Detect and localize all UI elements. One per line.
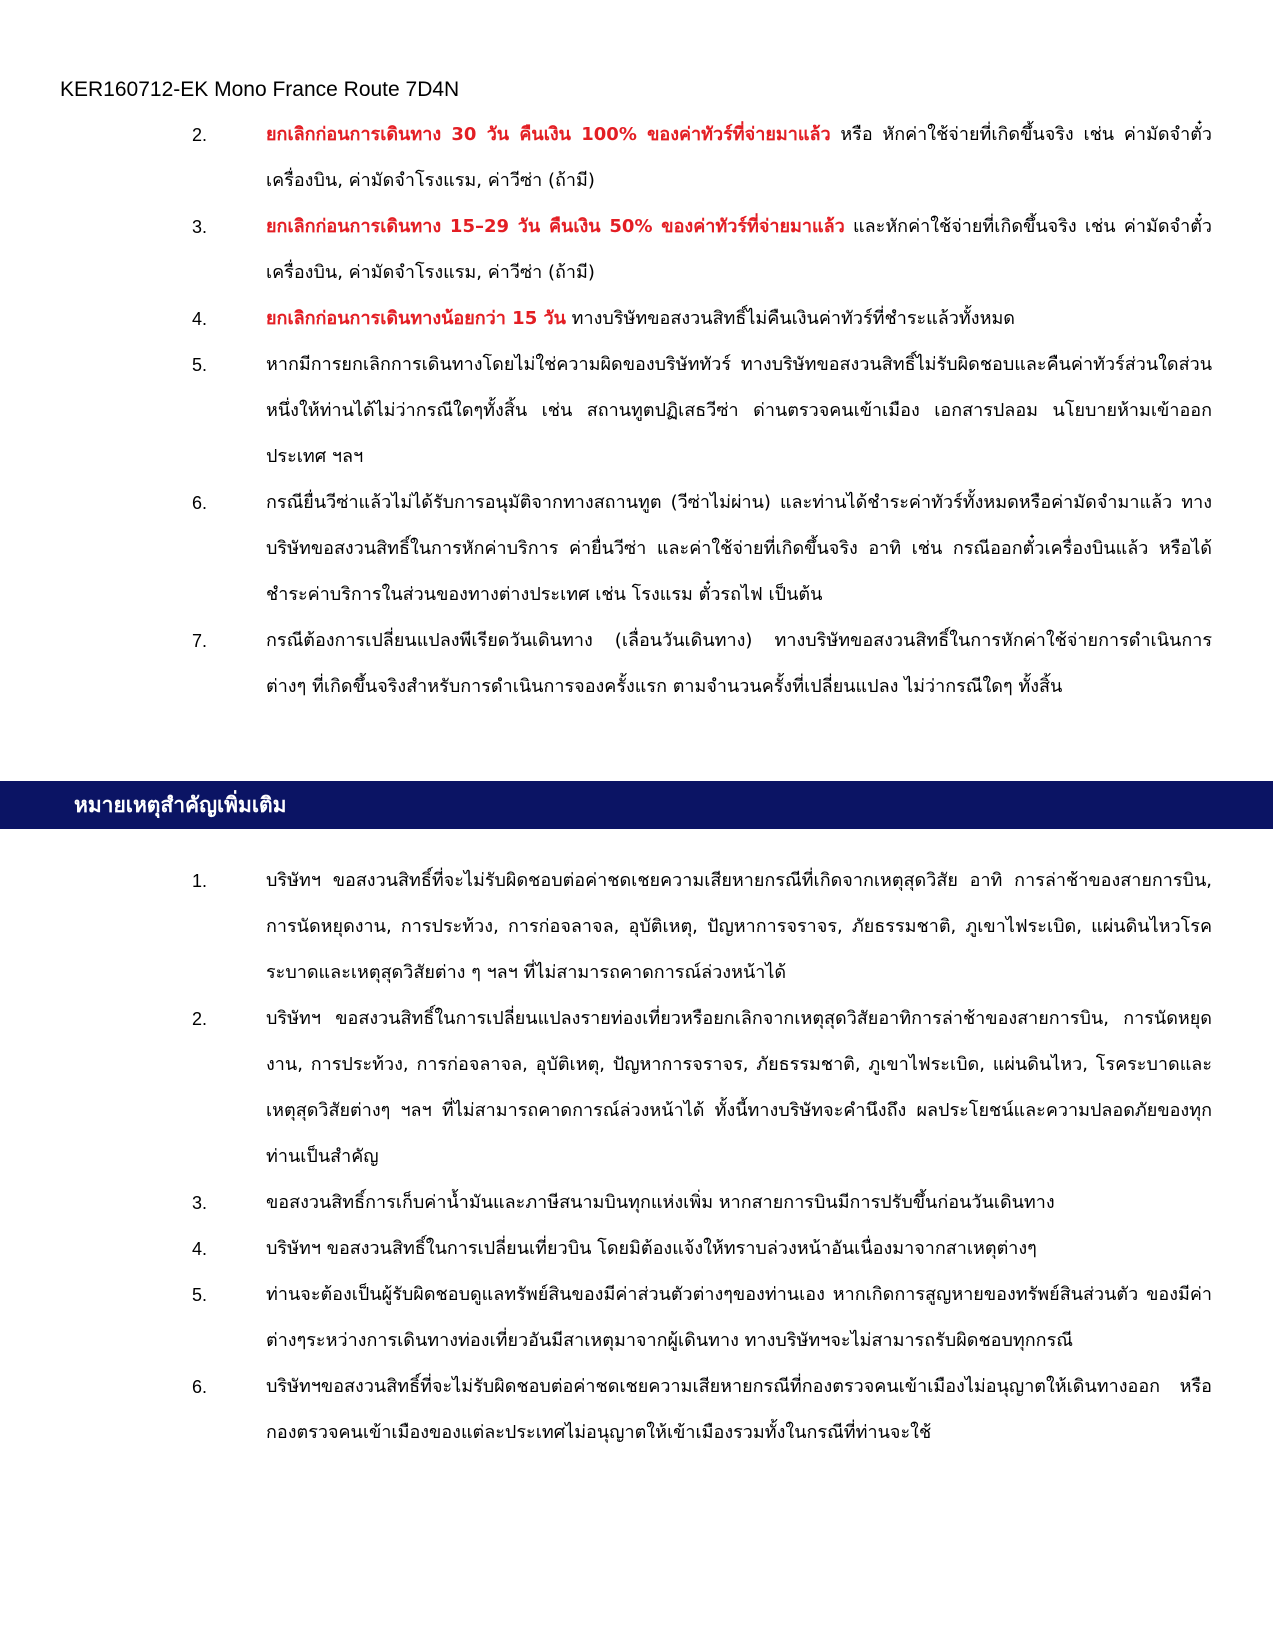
note-item — [0, 1364, 1275, 1456]
section-title: หมายเหตุสำคัญเพิ่มเติม — [74, 793, 287, 817]
item-number: 4. — [192, 309, 208, 329]
item-body: ทางบริษัทขอสงวนสิทธิ์ไม่คืนเงินค่าทัวร์ที่ชำระแล้วทั้งหมด — [565, 308, 1015, 329]
cancellation-item — [0, 296, 1275, 342]
section-header-bar — [0, 781, 1273, 829]
cancellation-item — [0, 480, 1275, 618]
item-number: 7. — [192, 631, 208, 651]
item-number: 2. — [192, 125, 208, 145]
note-item — [0, 1180, 1275, 1226]
item-lead-highlight: ยกเลิกก่อนการเดินทาง 30 วัน คืนเงิน 100% ของค่าทัวร์ที่จ่ายมาแล้ว — [266, 124, 831, 145]
item-text: หากมีการยกเลิกการเดินทางโดยไม่ใช่ความผิดของบริษัททัวร์ ทางบริษัทขอสงวนสิทธิ์ไม่รับผิดชอบและคืนค่าทัวร์ส่วนใดส่วนหนึ่งให้ท่านได้ไม่ว่ากรณีใดๆทั้งสิ้น เช่น สถานทูตปฏิเสธวีซ่า ด่านตรวจคนเข้าเมือง เอกสารปลอม นโยบายห้ามเข้าออกประเทศ ฯลฯ — [266, 354, 1212, 467]
item-text — [266, 296, 1212, 342]
cancellation-item — [0, 618, 1275, 710]
note-item — [0, 996, 1275, 1180]
notes-list — [0, 858, 1275, 1456]
item-lead-highlight: ยกเลิกก่อนการเดินทาง 15–29 วัน คืนเงิน 50% ของค่าทัวร์ที่จ่ายมาแล้ว — [266, 216, 845, 237]
item-number: 5. — [192, 355, 208, 375]
item-number: 5. — [192, 1285, 208, 1305]
item-number: 4. — [192, 1239, 208, 1259]
item-text — [266, 112, 1212, 204]
item-text: กรณียื่นวีซ่าแล้วไม่ได้รับการอนุมัติจากทางสถานทูต (วีซ่าไม่ผ่าน) และท่านได้ชำระค่าทัวร์ทั้งหมดหรือค่ามัดจำมาแล้ว ทางบริษัทขอสงวนสิทธิ์ในการหักค่าบริการ ค่ายื่นวีซ่า และค่าใช้จ่ายที่เกิดขึ้นจริง อาทิ เช่น กรณีออกตั๋วเครื่องบินแล้ว หรือได้ชำระค่าบริการในส่วนของทางต่างประเทศ เช่น โรงแรม ตั๋วรถไฟ เป็นต้น — [266, 492, 1212, 605]
item-number: 6. — [192, 1377, 208, 1397]
item-text: บริษัทฯ ขอสงวนสิทธิ์ที่จะไม่รับผิดชอบต่อค่าชดเชยความเสียหายกรณีที่เกิดจากเหตุสุดวิสัย อาทิ การล่าช้าของสายการบิน, การนัดหยุดงาน, การประท้วง, การก่อจลาจล, อุบัติเหตุ, ปัญหาการจราจร, ภัยธรรมชาติ, ภูเขาไฟระเบิด, แผ่นดินไหวโรคระบาดและเหตุสุดวิสัยต่าง ๆ ฯลฯ ที่ไม่สามารถคาดการณ์ล่วงหน้าได้ — [266, 870, 1212, 983]
item-text: บริษัทฯขอสงวนสิทธิ์ที่จะไม่รับผิดชอบต่อค่าชดเชยความเสียหายกรณีที่กองตรวจคนเข้าเมืองไม่อนุญาตให้เดินทางออก หรือกองตรวจคนเข้าเมืองของแต่ละประเทศไม่อนุญาตให้เข้าเมืองรวมทั้งในกรณีที่ท่านจะใช้ — [266, 1376, 1212, 1443]
item-text: บริษัทฯ ขอสงวนสิทธิ์ในการเปลี่ยนเที่ยวบิน โดยมิต้องแจ้งให้ทราบล่วงหน้าอันเนื่องมาจากสาเหตุต่างๆ — [266, 1238, 1037, 1259]
item-text: กรณีต้องการเปลี่ยนแปลงพีเรียดวันเดินทาง (เลื่อนวันเดินทาง) ทางบริษัทขอสงวนสิทธิ์ในการหักค่าใช้จ่ายการดำเนินการต่างๆ ที่เกิดขึ้นจริงสำหรับการดำเนินการจองครั้งแรก ตามจำนวนครั้งที่เปลี่ยนแปลง ไม่ว่ากรณีใดๆ ทั้งสิ้น — [266, 630, 1212, 697]
item-text: ขอสงวนสิทธิ์การเก็บค่าน้ำมันและภาษีสนามบินทุกแห่งเพิ่ม หากสายการบินมีการปรับขึ้นก่อนวันเดินทาง — [266, 1192, 1055, 1213]
item-text: ท่านจะต้องเป็นผู้รับผิดชอบดูแลทรัพย์สินของมีค่าส่วนตัวต่างๆของท่านเอง หากเกิดการสูญหายของทรัพย์สินส่วนตัว ของมีค่าต่างๆระหว่างการเดินทางท่องเที่ยวอันมีสาเหตุมาจากผู้เดินทาง ทางบริษัทฯจะไม่สามารถรับผิดชอบทุกกรณี — [266, 1284, 1212, 1351]
item-text — [266, 204, 1212, 296]
item-body: และหักค่าใช้จ่ายที่เกิดขึ้นจริง เช่น ค่ามัดจำตั๋วเครื่องบิน, ค่ามัดจำโรงแรม, ค่าวีซ่า (ถ้ามี) — [266, 216, 1212, 283]
note-item — [0, 1226, 1275, 1272]
document-header: KER160712-EK Mono France Route 7D4N — [60, 78, 460, 101]
cancellation-item — [0, 112, 1275, 204]
cancellation-list — [0, 112, 1275, 710]
item-number: 1. — [192, 871, 208, 891]
item-lead-highlight: ยกเลิกก่อนการเดินทางน้อยกว่า 15 วัน — [266, 308, 566, 329]
item-body: หรือ หักค่าใช้จ่ายที่เกิดขึ้นจริง เช่น ค่ามัดจำตั๋วเครื่องบิน, ค่ามัดจำโรงแรม, ค่าวีซ่า (ถ้ามี) — [266, 124, 1212, 191]
item-number: 3. — [192, 217, 208, 237]
item-number: 2. — [192, 1009, 208, 1029]
note-item — [0, 858, 1275, 996]
cancellation-item — [0, 204, 1275, 296]
item-text: บริษัทฯ ขอสงวนสิทธิ์ในการเปลี่ยนแปลงรายท่องเที่ยวหรือยกเลิกจากเหตุสุดวิสัยอาทิการล่าช้าของสายการบิน, การนัดหยุดงาน, การประท้วง, การก่อจลาจล, อุบัติเหตุ, ปัญหาการจราจร, ภัยธรรมชาติ, ภูเขาไฟระเบิด, แผ่นดินไหว, โรคระบาดและเหตุสุดวิสัยต่างๆ ฯลฯ ที่ไม่สามารถคาดการณ์ล่วงหน้าได้ ทั้งนี้ทางบริษัทจะคำนึงถึง ผลประโยชน์และความปลอดภัยของทุกท่านเป็นสำคัญ — [266, 1008, 1212, 1167]
item-number: 3. — [192, 1193, 208, 1213]
item-number: 6. — [192, 493, 208, 513]
cancellation-item — [0, 342, 1275, 480]
note-item — [0, 1272, 1275, 1364]
